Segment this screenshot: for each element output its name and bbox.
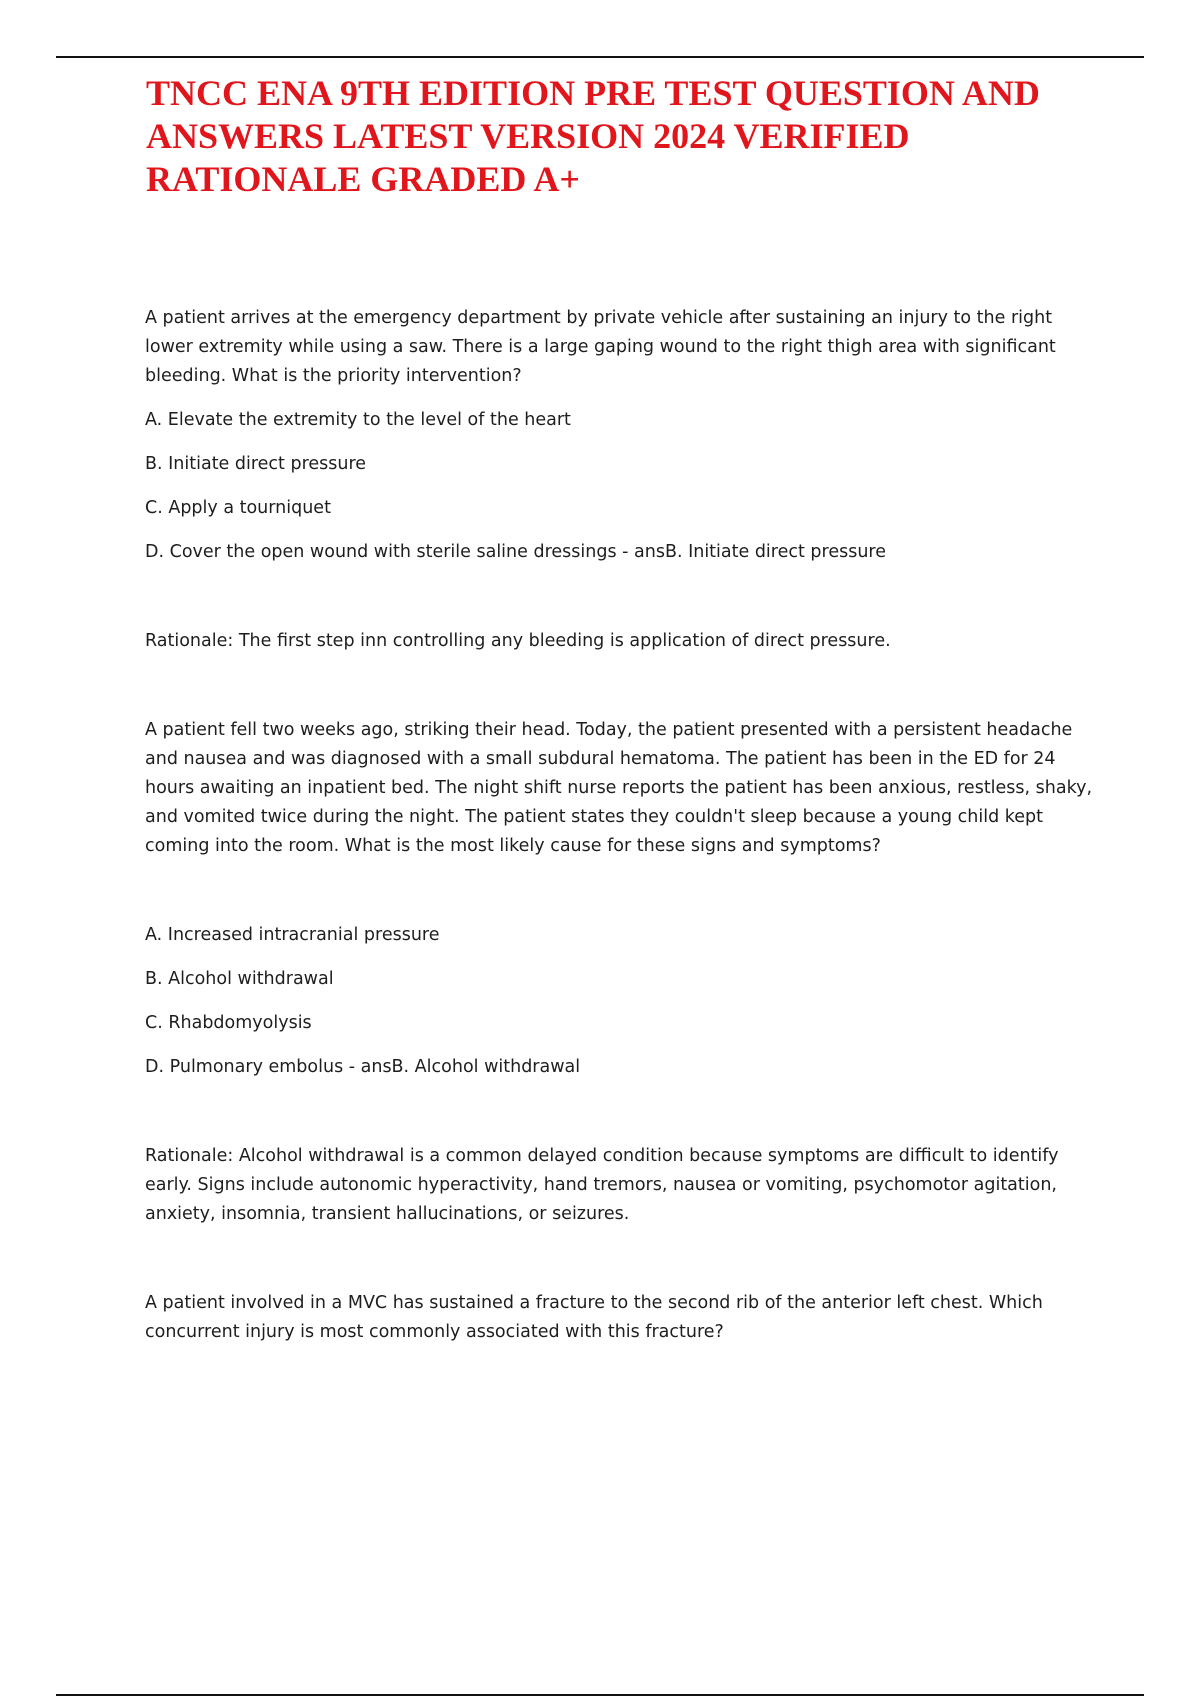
question-2-option-a: A. Increased intracranial pressure [145,925,440,945]
question-1-option-c: C. Apply a tourniquet [145,498,331,518]
question-1-option-a: A. Elevate the extremity to the level of the heart [145,410,571,430]
question-2-text: A patient fell two weeks ago, striking their head. Today, the patient presented with a persistent headache and nausea and was diagnosed with a small subdural hematoma. The patient has been in the ED for 24 hours awaiting an inpatient bed. The night shift nurse reports the patient has been anxious, restless, shaky, and vomited twice during the night. The patient states they couldn't sleep because a young child kept coming into the room. What is the most likely cause for these signs and symptoms? [145,720,1093,856]
document-title: TNCC ENA 9TH EDITION PRE TEST QUESTION AND ANSWERS LATEST VERSION 2024 VERIFIED RATIONALE GRADED A+ [146,73,1040,199]
question-1-option-d-answer: D. Cover the open wound with sterile saline dressings - ansB. Initiate direct pressure [145,542,887,562]
top-rule [56,56,1144,58]
bottom-rule [56,1694,1144,1696]
question-3-text: A patient involved in a MVC has sustained a fracture to the second rib of the anterior left chest. Which concurrent injury is most commonly associated with this fracture? [145,1293,1043,1342]
question-2-option-d-answer: D. Pulmonary embolus - ansB. Alcohol withdrawal [145,1057,581,1077]
question-1-text: A patient arrives at the emergency department by private vehicle after sustaining an injury to the right lower extremity while using a saw. There is a large gaping wound to the right thigh area with significant bleeding. What is the priority intervention? [145,308,1056,386]
document-body [145,304,1095,1347]
question-2-option-b: B. Alcohol withdrawal [145,969,334,989]
question-1-rationale: Rationale: The first step inn controlling any bleeding is application of direct pressure. [145,631,891,651]
question-2-rationale: Rationale: Alcohol withdrawal is a common delayed condition because symptoms are difficult to identify early. Signs include autonomic hyperactivity, hand tremors, nausea or vomiting, psychomotor agitation, anxiety, insomnia, transient hallucinations, or seizures. [145,1146,1059,1224]
question-2-option-c: C. Rhabdomyolysis [145,1013,312,1033]
question-1-option-b: B. Initiate direct pressure [145,454,367,474]
